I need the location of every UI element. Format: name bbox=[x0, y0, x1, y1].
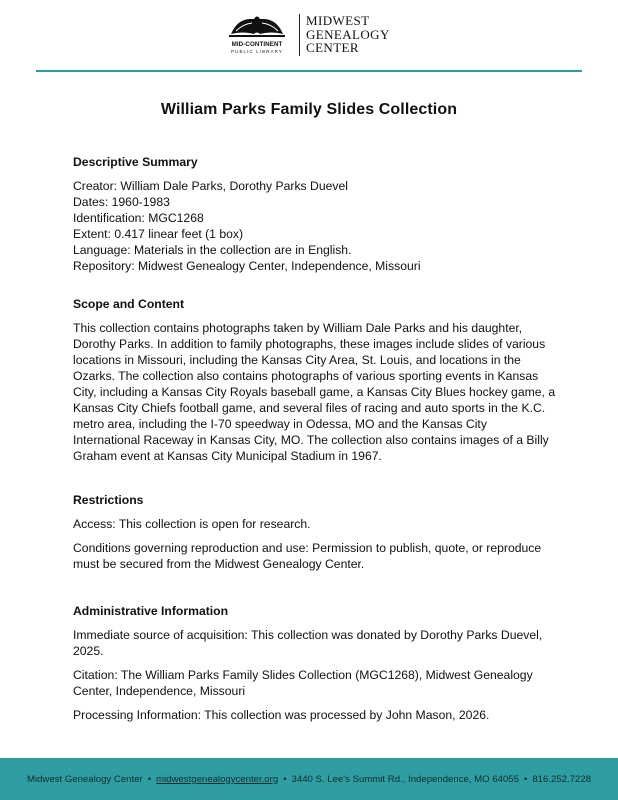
section-heading-descriptive-summary: Descriptive Summary bbox=[73, 155, 198, 169]
summary-line: Identification: MGC1268 bbox=[73, 211, 204, 225]
summary-line: Dates: 1960-1983 bbox=[73, 195, 170, 209]
center-wordmark-line: CENTER bbox=[306, 40, 359, 55]
footer-separator: • bbox=[147, 773, 152, 785]
page-header bbox=[0, 0, 618, 72]
scope-line: Ozarks. The collection also contains photographs of various sporting events in Kansas bbox=[73, 369, 539, 383]
processing-statement: Processing Information: This collection was processed by John Mason, 2026. bbox=[73, 708, 490, 722]
center-wordmark-line: GENEALOGY bbox=[306, 26, 390, 42]
footer-org: Midwest Genealogy Center bbox=[26, 773, 143, 785]
library-name: MID-CONTINENT bbox=[231, 41, 283, 48]
scope-line: City, including a Kansas City Royals baseball game, a Kansas City Blues hockey game, a bbox=[73, 385, 556, 399]
summary-line: Repository: Midwest Genealogy Center, Independence, Missouri bbox=[73, 259, 421, 273]
scope-line: This collection contains photographs taken by William Dale Parks and his daughter, bbox=[73, 321, 523, 335]
section-heading-scope: Scope and Content bbox=[73, 297, 185, 311]
scope-line: Kansas City Chiefs football game, and several files of racing and auto sports in the K.C. bbox=[73, 401, 546, 415]
page-footer bbox=[0, 758, 618, 800]
citation-line: Citation: The William Parks Family Slides Collection (MGC1268), Midwest Genealogy bbox=[73, 668, 533, 682]
center-wordmark bbox=[306, 14, 390, 55]
footer-phone: 816.252.7228 bbox=[532, 773, 592, 785]
scope-line: Dorothy Parks. In addition to family photographs, these images include slides of various bbox=[73, 337, 546, 351]
summary-line: Creator: William Dale Parks, Dorothy Parks Duevel bbox=[73, 179, 348, 193]
library-subtitle: PUBLIC LIBRARY bbox=[231, 49, 283, 54]
scope-line: International Raceway in Kansas City, MO. The collection also contains images of a Billy bbox=[73, 433, 549, 447]
summary-line: Language: Materials in the collection are in English. bbox=[73, 243, 352, 257]
section-heading-restrictions: Restrictions bbox=[73, 493, 144, 507]
citation-line: Center, Independence, Missouri bbox=[73, 684, 246, 698]
logo-divider bbox=[299, 14, 300, 56]
header-divider bbox=[36, 70, 582, 72]
page-title: William Parks Family Slides Collection bbox=[160, 101, 458, 118]
scope-line: locations in Missouri, including the Kansas City Area, St. Louis, and locations in the bbox=[73, 353, 521, 367]
footer-separator: • bbox=[523, 773, 528, 785]
scope-line: Graham event at Kansas City Municipal Stadium in 1967. bbox=[73, 449, 382, 463]
acquisition-line: 2025. bbox=[73, 644, 104, 658]
reproduction-line: must be secured from the Midwest Genealogy Center. bbox=[73, 557, 365, 571]
footer-website-link[interactable]: midwestgenealogycenter.org bbox=[156, 773, 279, 785]
scope-line: metro area, including the I-70 speedway in Odessa, MO and the Kansas City bbox=[73, 417, 487, 431]
center-wordmark-line: MIDWEST bbox=[306, 13, 370, 28]
library-logo bbox=[221, 14, 293, 58]
acquisition-line: Immediate source of acquisition: This collection was donated by Dorothy Parks Duevel, bbox=[73, 628, 543, 642]
footer-address: 3440 S. Lee's Summit Rd., Independence, MO 64055 bbox=[291, 773, 519, 785]
access-statement: Access: This collection is open for research. bbox=[73, 517, 311, 531]
summary-line: Extent: 0.417 linear feet (1 box) bbox=[73, 227, 244, 241]
section-heading-administrative: Administrative Information bbox=[73, 604, 229, 618]
open-book-icon bbox=[227, 14, 287, 40]
footer-separator: • bbox=[283, 773, 287, 785]
reproduction-line: Conditions governing reproduction and use: Permission to publish, quote, or reproduce bbox=[73, 541, 542, 555]
